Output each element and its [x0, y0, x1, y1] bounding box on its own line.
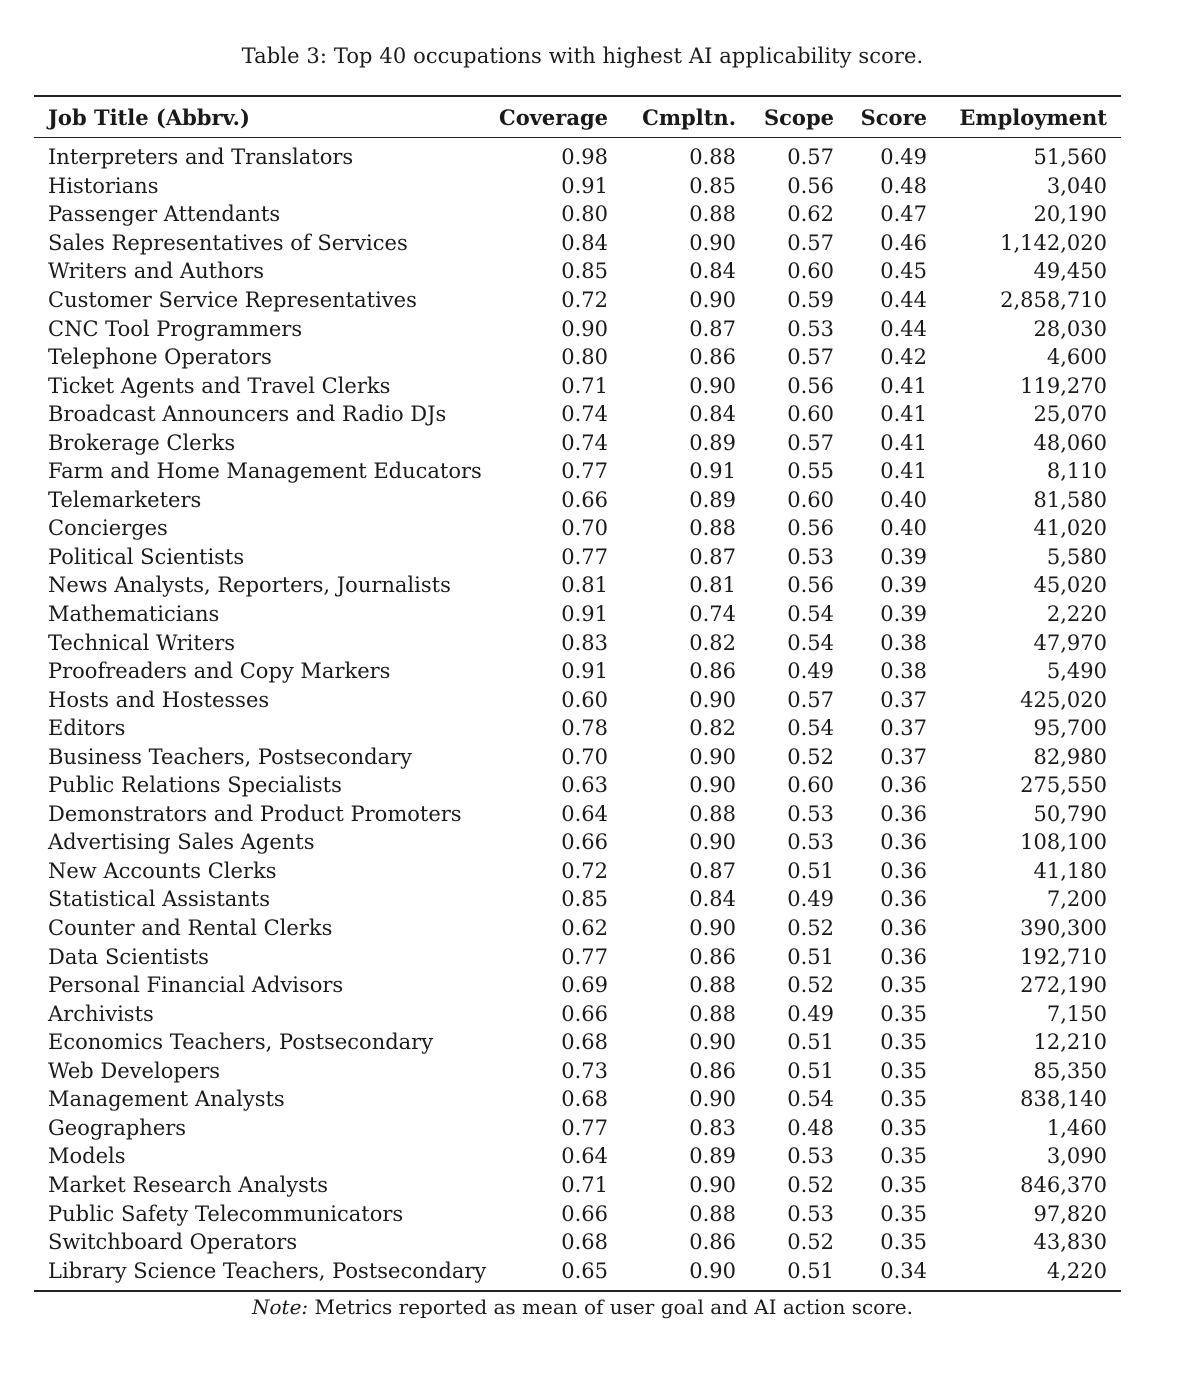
table-row	[34, 143, 1121, 172]
cell-completion: 0.87	[689, 544, 736, 569]
cell-score: 0.41	[880, 402, 927, 427]
cell-job-title: Farm and Home Management Educators	[48, 459, 482, 484]
cell-employment: 1,142,020	[1000, 230, 1107, 255]
cell-scope: 0.57	[787, 230, 834, 255]
cell-scope: 0.51	[787, 858, 834, 883]
header-scope: Scope	[763, 104, 834, 130]
table-header	[34, 97, 1121, 137]
cell-score: 0.35	[880, 1030, 927, 1055]
cell-job-title: Archivists	[48, 1001, 154, 1026]
cell-employment: 20,190	[1033, 202, 1107, 227]
cell-job-title: Economics Teachers, Postsecondary	[48, 1030, 434, 1055]
cell-completion: 0.86	[689, 659, 736, 684]
table-row	[34, 628, 1121, 657]
cell-score: 0.41	[880, 430, 927, 455]
cell-completion: 0.85	[689, 173, 736, 198]
cell-coverage: 0.77	[561, 944, 608, 969]
cell-scope: 0.54	[787, 602, 834, 627]
cell-coverage: 0.68	[561, 1230, 608, 1255]
table-row	[34, 1199, 1121, 1228]
cell-coverage: 0.80	[561, 202, 608, 227]
cell-scope: 0.52	[787, 973, 834, 998]
cell-job-title: CNC Tool Programmers	[48, 316, 303, 341]
cell-scope: 0.49	[787, 659, 834, 684]
cell-completion: 0.90	[689, 230, 736, 255]
table-row	[34, 800, 1121, 829]
cell-scope: 0.51	[787, 944, 834, 969]
cell-employment: 47,970	[1033, 630, 1107, 655]
cell-score: 0.35	[880, 1058, 927, 1083]
cell-completion: 0.81	[689, 573, 736, 598]
table-row	[34, 1114, 1121, 1143]
cell-job-title: Personal Financial Advisors	[48, 973, 344, 998]
table-row	[34, 714, 1121, 743]
table-row	[34, 486, 1121, 515]
cell-employment: 846,370	[1020, 1172, 1107, 1197]
cell-completion: 0.90	[689, 830, 736, 855]
table-row	[34, 657, 1121, 686]
cell-coverage: 0.64	[561, 1144, 608, 1169]
table-row	[34, 914, 1121, 943]
cell-job-title: Sales Representatives of Services	[48, 230, 408, 255]
cell-employment: 49,450	[1033, 259, 1107, 284]
cell-employment: 4,220	[1046, 1258, 1107, 1283]
cell-completion: 0.89	[689, 1144, 736, 1169]
cell-completion: 0.89	[689, 430, 736, 455]
cell-scope: 0.53	[787, 1144, 834, 1169]
cell-job-title: Business Teachers, Postsecondary	[48, 744, 412, 769]
cell-score: 0.35	[880, 1001, 927, 1026]
cell-score: 0.41	[880, 459, 927, 484]
cell-completion: 0.90	[689, 1172, 736, 1197]
table-row	[34, 543, 1121, 572]
cell-employment: 12,210	[1033, 1030, 1107, 1055]
cell-employment: 275,550	[1020, 773, 1107, 798]
table-row	[34, 1057, 1121, 1086]
cell-score: 0.38	[880, 630, 927, 655]
cell-job-title: Passenger Attendants	[48, 202, 281, 227]
cell-employment: 97,820	[1033, 1201, 1107, 1226]
cell-score: 0.49	[880, 145, 927, 170]
cell-scope: 0.49	[787, 887, 834, 912]
cell-score: 0.36	[880, 944, 927, 969]
cell-employment: 390,300	[1020, 916, 1107, 941]
cell-employment: 85,350	[1033, 1058, 1107, 1083]
cell-job-title: New Accounts Clerks	[48, 858, 277, 883]
cell-employment: 50,790	[1033, 801, 1107, 826]
cell-score: 0.35	[880, 1115, 927, 1140]
cell-score: 0.41	[880, 373, 927, 398]
cell-job-title: Editors	[48, 716, 126, 741]
cell-score: 0.37	[880, 716, 927, 741]
cell-job-title: Concierges	[48, 516, 168, 541]
cell-scope: 0.56	[787, 573, 834, 598]
cell-coverage: 0.66	[561, 1201, 608, 1226]
cell-scope: 0.53	[787, 801, 834, 826]
cell-coverage: 0.64	[561, 801, 608, 826]
table-row	[34, 771, 1121, 800]
cell-coverage: 0.71	[561, 373, 608, 398]
table-row	[34, 200, 1121, 229]
cell-employment: 28,030	[1033, 316, 1107, 341]
table-row	[34, 400, 1121, 429]
cell-score: 0.39	[880, 544, 927, 569]
cell-completion: 0.90	[689, 373, 736, 398]
cell-coverage: 0.83	[561, 630, 608, 655]
cell-coverage: 0.66	[561, 1001, 608, 1026]
cell-completion: 0.87	[689, 858, 736, 883]
cell-job-title: Library Science Teachers, Postsecondary	[48, 1258, 487, 1283]
table-row	[34, 1171, 1121, 1200]
cell-employment: 48,060	[1033, 430, 1107, 455]
cell-score: 0.35	[880, 973, 927, 998]
cell-job-title: Writers and Authors	[48, 259, 265, 284]
data-table-body	[34, 138, 1121, 1290]
cell-coverage: 0.71	[561, 1172, 608, 1197]
cell-job-title: Management Analysts	[48, 1087, 285, 1112]
cell-employment: 51,560	[1033, 145, 1107, 170]
cell-coverage: 0.69	[561, 973, 608, 998]
cell-scope: 0.56	[787, 173, 834, 198]
cell-scope: 0.55	[787, 459, 834, 484]
cell-coverage: 0.63	[561, 773, 608, 798]
cell-scope: 0.51	[787, 1030, 834, 1055]
cell-scope: 0.48	[787, 1115, 834, 1140]
cell-score: 0.44	[880, 288, 927, 312]
cell-job-title: Broadcast Announcers and Radio DJs	[48, 402, 447, 427]
cell-job-title: Public Relations Specialists	[48, 773, 342, 798]
cell-coverage: 0.68	[561, 1030, 608, 1055]
cell-coverage: 0.90	[561, 316, 608, 341]
header-employment: Employment	[959, 104, 1107, 130]
cell-job-title: Demonstrators and Product Promoters	[48, 801, 462, 826]
cell-coverage: 0.72	[561, 288, 608, 312]
cell-job-title: Switchboard Operators	[48, 1230, 298, 1255]
cell-employment: 5,580	[1046, 544, 1107, 569]
table-body	[34, 138, 1121, 1290]
note-label: Note:	[252, 1295, 309, 1319]
table-row	[34, 172, 1121, 201]
cell-completion: 0.83	[689, 1115, 736, 1140]
cell-employment: 5,490	[1046, 659, 1107, 684]
cell-coverage: 0.77	[561, 544, 608, 569]
cell-job-title: Advertising Sales Agents	[48, 830, 315, 855]
cell-job-title: Technical Writers	[48, 630, 236, 655]
cell-coverage: 0.91	[561, 602, 608, 627]
cell-scope: 0.52	[787, 1230, 834, 1255]
cell-coverage: 0.68	[561, 1087, 608, 1112]
header-completion: Cmpltn.	[642, 104, 736, 130]
cell-employment: 2,858,710	[1000, 288, 1107, 312]
cell-employment: 119,270	[1020, 373, 1107, 398]
table-row	[34, 343, 1121, 372]
cell-job-title: News Analysts, Reporters, Journalists	[48, 573, 451, 598]
cell-coverage: 0.81	[561, 573, 608, 598]
cell-employment: 41,020	[1033, 516, 1107, 541]
cell-coverage: 0.85	[561, 887, 608, 912]
cell-job-title: Web Developers	[48, 1058, 221, 1083]
cell-employment: 8,110	[1046, 459, 1107, 484]
cell-scope: 0.60	[787, 402, 834, 427]
cell-completion: 0.90	[689, 744, 736, 769]
cell-employment: 272,190	[1020, 973, 1107, 998]
bottom-rule	[34, 1290, 1121, 1292]
cell-employment: 192,710	[1020, 944, 1107, 969]
cell-score: 0.46	[880, 230, 927, 255]
cell-completion: 0.88	[689, 1001, 736, 1026]
cell-coverage: 0.77	[561, 459, 608, 484]
note-text: Metrics reported as mean of user goal and AI action score.	[314, 1295, 913, 1319]
table-row	[34, 742, 1121, 771]
cell-job-title: Statistical Assistants	[48, 887, 271, 912]
cell-scope: 0.54	[787, 630, 834, 655]
cell-completion: 0.88	[689, 973, 736, 998]
cell-employment: 25,070	[1033, 402, 1107, 427]
cell-scope: 0.60	[787, 487, 834, 512]
cell-coverage: 0.74	[561, 430, 608, 455]
cell-score: 0.45	[880, 259, 927, 284]
cell-completion: 0.89	[689, 487, 736, 512]
cell-completion: 0.84	[689, 887, 736, 912]
header-coverage: Coverage	[499, 104, 608, 130]
cell-job-title: Counter and Rental Clerks	[48, 916, 333, 941]
table-row	[34, 999, 1121, 1028]
cell-completion: 0.86	[689, 345, 736, 370]
cell-score: 0.39	[880, 602, 927, 627]
cell-scope: 0.57	[787, 430, 834, 455]
cell-score: 0.36	[880, 916, 927, 941]
cell-completion: 0.90	[689, 916, 736, 941]
cell-coverage: 0.66	[561, 487, 608, 512]
cell-completion: 0.88	[689, 202, 736, 227]
cell-job-title: Public Safety Telecommunicators	[48, 1201, 404, 1226]
cell-completion: 0.86	[689, 1230, 736, 1255]
table-row	[34, 971, 1121, 1000]
cell-job-title: Brokerage Clerks	[48, 430, 236, 455]
cell-scope: 0.54	[787, 1087, 834, 1112]
table-row	[34, 314, 1121, 343]
table-row	[34, 257, 1121, 286]
cell-coverage: 0.80	[561, 345, 608, 370]
cell-score: 0.44	[880, 316, 927, 341]
table-row	[34, 1142, 1121, 1171]
cell-coverage: 0.70	[561, 516, 608, 541]
data-table	[34, 97, 1121, 137]
table-row	[34, 571, 1121, 600]
cell-completion: 0.86	[689, 944, 736, 969]
cell-coverage: 0.91	[561, 659, 608, 684]
cell-score: 0.40	[880, 487, 927, 512]
cell-score: 0.37	[880, 744, 927, 769]
cell-job-title: Data Scientists	[48, 944, 209, 969]
table-row	[34, 457, 1121, 486]
cell-employment: 3,040	[1046, 173, 1107, 198]
cell-employment: 3,090	[1046, 1144, 1107, 1169]
cell-coverage: 0.66	[561, 830, 608, 855]
cell-coverage: 0.77	[561, 1115, 608, 1140]
cell-completion: 0.90	[689, 1087, 736, 1112]
cell-coverage: 0.62	[561, 916, 608, 941]
table-row	[34, 942, 1121, 971]
cell-scope: 0.57	[787, 687, 834, 712]
cell-coverage: 0.91	[561, 173, 608, 198]
cell-employment: 1,460	[1046, 1115, 1107, 1140]
cell-employment: 43,830	[1033, 1230, 1107, 1255]
table-row	[34, 371, 1121, 400]
cell-score: 0.48	[880, 173, 927, 198]
cell-completion: 0.90	[689, 1030, 736, 1055]
cell-employment: 82,980	[1033, 744, 1107, 769]
table-note	[0, 1294, 1165, 1320]
cell-score: 0.37	[880, 687, 927, 712]
cell-score: 0.35	[880, 1144, 927, 1169]
cell-score: 0.36	[880, 887, 927, 912]
cell-score: 0.36	[880, 830, 927, 855]
cell-completion: 0.74	[689, 602, 736, 627]
table-row	[34, 514, 1121, 543]
table-row	[34, 600, 1121, 629]
cell-employment: 7,200	[1046, 887, 1107, 912]
cell-score: 0.40	[880, 516, 927, 541]
cell-scope: 0.53	[787, 544, 834, 569]
cell-employment: 108,100	[1020, 830, 1107, 855]
cell-employment: 7,150	[1046, 1001, 1107, 1026]
cell-job-title: Hosts and Hostesses	[48, 687, 270, 712]
table-row	[34, 685, 1121, 714]
cell-employment: 2,220	[1046, 602, 1107, 627]
header-row	[34, 97, 1121, 137]
cell-score: 0.47	[880, 202, 927, 227]
table-row	[34, 885, 1121, 914]
cell-job-title: Historians	[48, 173, 159, 198]
table-caption: Table 3: Top 40 occupations with highest AI applicability score.	[241, 44, 924, 68]
cell-score: 0.38	[880, 659, 927, 684]
cell-coverage: 0.74	[561, 402, 608, 427]
header-score: Score	[860, 104, 927, 130]
cell-employment: 95,700	[1033, 716, 1107, 741]
cell-score: 0.39	[880, 573, 927, 598]
cell-employment: 41,180	[1033, 858, 1107, 883]
table-row	[34, 1228, 1121, 1257]
cell-job-title: Telemarketers	[48, 487, 202, 512]
cell-scope: 0.52	[787, 916, 834, 941]
cell-scope: 0.51	[787, 1258, 834, 1283]
cell-scope: 0.53	[787, 830, 834, 855]
cell-coverage: 0.60	[561, 687, 608, 712]
cell-completion: 0.82	[689, 716, 736, 741]
cell-coverage: 0.73	[561, 1058, 608, 1083]
cell-coverage: 0.65	[561, 1258, 608, 1283]
cell-completion: 0.84	[689, 259, 736, 284]
table-row	[34, 1085, 1121, 1114]
header-job-title: Job Title (Abbrv.)	[48, 104, 250, 130]
cell-coverage: 0.85	[561, 259, 608, 284]
table-row	[34, 1028, 1121, 1057]
cell-score: 0.35	[880, 1201, 927, 1226]
cell-employment: 425,020	[1020, 687, 1107, 712]
cell-job-title: Telephone Operators	[48, 345, 272, 370]
cell-completion: 0.88	[689, 1201, 736, 1226]
cell-scope: 0.57	[787, 145, 834, 170]
cell-completion: 0.87	[689, 316, 736, 341]
table-row	[34, 229, 1121, 258]
cell-job-title: Proofreaders and Copy Markers	[48, 659, 391, 684]
cell-scope: 0.56	[787, 373, 834, 398]
cell-coverage: 0.78	[561, 716, 608, 741]
cell-scope: 0.51	[787, 1058, 834, 1083]
cell-completion: 0.86	[689, 1058, 736, 1083]
cell-employment: 838,140	[1020, 1087, 1107, 1112]
cell-coverage: 0.70	[561, 744, 608, 769]
cell-scope: 0.56	[787, 516, 834, 541]
cell-score: 0.36	[880, 801, 927, 826]
cell-completion: 0.90	[689, 687, 736, 712]
table-row	[34, 286, 1121, 315]
table-row	[34, 1256, 1121, 1285]
cell-job-title: Market Research Analysts	[48, 1172, 329, 1197]
cell-employment: 45,020	[1033, 573, 1107, 598]
cell-score: 0.36	[880, 773, 927, 798]
cell-scope: 0.49	[787, 1001, 834, 1026]
cell-scope: 0.62	[787, 202, 834, 227]
cell-completion: 0.82	[689, 630, 736, 655]
cell-job-title: Ticket Agents and Travel Clerks	[48, 373, 391, 398]
cell-scope: 0.59	[787, 288, 834, 312]
cell-job-title: Geographers	[48, 1115, 187, 1140]
cell-completion: 0.90	[689, 288, 736, 312]
cell-coverage: 0.84	[561, 230, 608, 255]
cell-coverage: 0.98	[561, 145, 608, 170]
cell-completion: 0.90	[689, 773, 736, 798]
cell-scope: 0.52	[787, 744, 834, 769]
cell-scope: 0.60	[787, 773, 834, 798]
cell-score: 0.42	[880, 345, 927, 370]
cell-scope: 0.53	[787, 1201, 834, 1226]
cell-employment: 4,600	[1046, 345, 1107, 370]
cell-score: 0.35	[880, 1087, 927, 1112]
cell-completion: 0.90	[689, 1258, 736, 1283]
cell-scope: 0.57	[787, 345, 834, 370]
cell-score: 0.35	[880, 1172, 927, 1197]
cell-completion: 0.88	[689, 801, 736, 826]
occupations-table	[34, 95, 1121, 1292]
cell-score: 0.34	[880, 1258, 927, 1283]
cell-job-title: Political Scientists	[48, 544, 245, 569]
cell-job-title: Mathematicians	[48, 602, 220, 627]
table-row	[34, 828, 1121, 857]
cell-employment: 81,580	[1033, 487, 1107, 512]
cell-scope: 0.54	[787, 716, 834, 741]
cell-job-title: Customer Service Representatives	[48, 288, 417, 312]
cell-coverage: 0.72	[561, 858, 608, 883]
cell-completion: 0.88	[689, 516, 736, 541]
cell-completion: 0.84	[689, 402, 736, 427]
cell-job-title: Interpreters and Translators	[48, 145, 354, 170]
cell-completion: 0.88	[689, 145, 736, 170]
cell-completion: 0.91	[689, 459, 736, 484]
cell-score: 0.36	[880, 858, 927, 883]
cell-scope: 0.52	[787, 1172, 834, 1197]
cell-scope: 0.53	[787, 316, 834, 341]
cell-score: 0.35	[880, 1230, 927, 1255]
cell-scope: 0.60	[787, 259, 834, 284]
table-row	[34, 857, 1121, 886]
cell-job-title: Models	[48, 1144, 126, 1169]
table-row	[34, 428, 1121, 457]
